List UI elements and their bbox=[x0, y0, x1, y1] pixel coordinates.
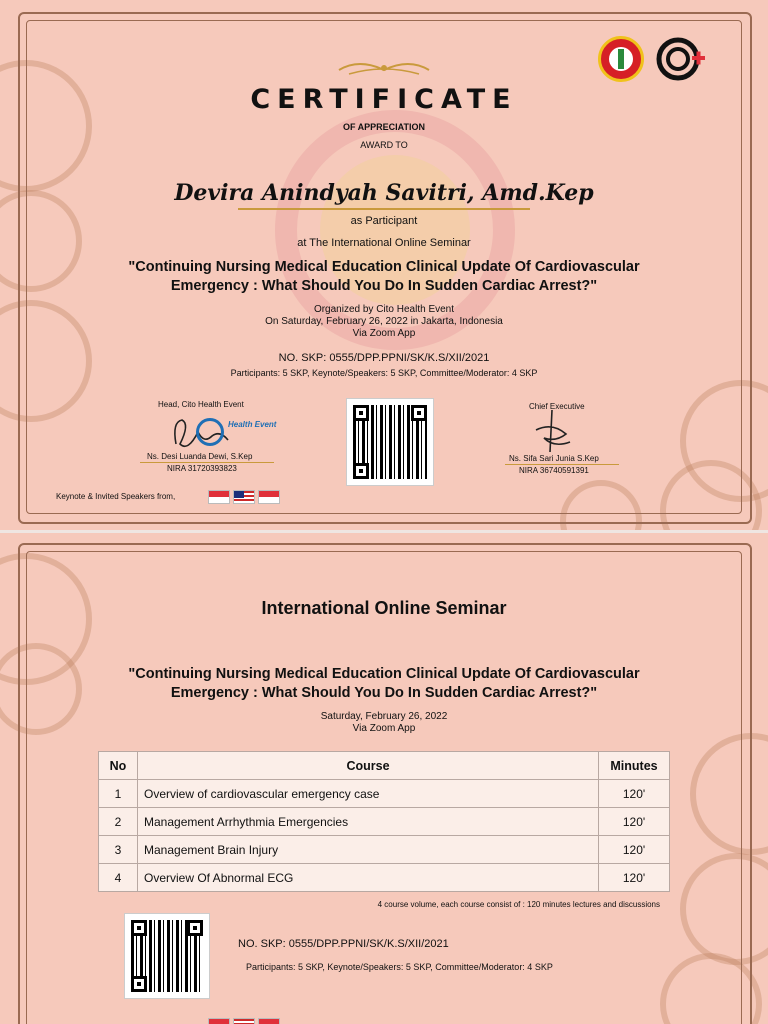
seminar-topic-line2: Emergency : What Should You Do In Sudden Cardiac Arrest?" bbox=[170, 278, 598, 294]
skp-number: NO. SKP: 0555/DPP.PPNI/SK/K.S/XII/2021 bbox=[278, 352, 490, 364]
via-line: Via Zoom App bbox=[352, 328, 416, 339]
seminar-page bbox=[0, 533, 768, 1024]
skp-number: NO. SKP: 0555/DPP.PPNI/SK/K.S/XII/2021 bbox=[238, 938, 449, 950]
course-table bbox=[98, 751, 670, 892]
indonesia-flag-icon bbox=[208, 490, 230, 504]
seminar-via: Via Zoom App bbox=[352, 723, 416, 734]
certificate-subtitle: OF APPRECIATION bbox=[342, 122, 425, 132]
course-minutes: 120' bbox=[599, 780, 670, 808]
certificate-title: CERTIFICATE bbox=[250, 84, 518, 115]
verification-qr-code[interactable] bbox=[346, 398, 434, 486]
left-signer-line bbox=[140, 462, 274, 463]
course-minutes: 120' bbox=[599, 864, 670, 892]
cito-stamp-icon bbox=[196, 418, 224, 446]
seminar-heading: International Online Seminar bbox=[261, 598, 507, 618]
course-no: 3 bbox=[99, 836, 138, 864]
ppni-logo bbox=[598, 36, 644, 82]
skp-detail: Participants: 5 SKP, Keynote/Speakers: 5 SKP, Committee/Moderator: 4 SKP bbox=[246, 962, 553, 972]
course-minutes: 120' bbox=[599, 808, 670, 836]
malaysia-flag-icon bbox=[233, 490, 255, 504]
left-signer-title: Head, Cito Health Event bbox=[158, 400, 244, 409]
course-volume-note: 4 course volume, each course consist of : 120 minutes lectures and discussions bbox=[377, 900, 660, 909]
table-row bbox=[99, 808, 670, 836]
singapore-flag-icon bbox=[258, 1018, 280, 1024]
right-signature bbox=[526, 408, 576, 456]
course-no: 2 bbox=[99, 808, 138, 836]
right-signer-title: Chief Executive bbox=[529, 402, 585, 411]
participant-role: as Participant bbox=[350, 215, 418, 227]
course-name: Overview of cardiovascular emergency case bbox=[138, 780, 599, 808]
table-row bbox=[99, 836, 670, 864]
seminar-topic-line1: "Continuing Nursing Medical Education Clinical Update Of Cardiovascular bbox=[128, 259, 640, 275]
cito-logo bbox=[656, 34, 706, 84]
header-no: No bbox=[99, 752, 138, 780]
singapore-flag-icon bbox=[258, 490, 280, 504]
left-signer-name: Ns. Desi Luanda Dewi, S.Kep bbox=[147, 452, 253, 461]
ornament-divider bbox=[334, 56, 434, 80]
course-minutes: 120' bbox=[599, 836, 670, 864]
table-row bbox=[99, 864, 670, 892]
table-header-row bbox=[99, 752, 670, 780]
left-signer-nira: NIRA 31720393823 bbox=[167, 464, 237, 473]
header-course: Course bbox=[138, 752, 599, 780]
date-location-line: On Saturday, February 26, 2022 in Jakarta, Indonesia bbox=[265, 316, 503, 327]
course-name: Overview Of Abnormal ECG bbox=[138, 864, 599, 892]
right-signer-line bbox=[505, 464, 619, 465]
verification-qr-code[interactable] bbox=[124, 913, 210, 999]
event-line: at The International Online Seminar bbox=[297, 237, 471, 249]
course-name: Management Brain Injury bbox=[138, 836, 599, 864]
right-signer-name: Ns. Sifa Sari Junia S.Kep bbox=[509, 454, 599, 463]
organizer-line: Organized by Cito Health Event bbox=[313, 304, 455, 315]
right-signer-nira: NIRA 36740591391 bbox=[519, 466, 589, 475]
name-underline bbox=[238, 208, 530, 210]
recipient-name: Devira Anindyah Savitri, Amd.Kep bbox=[174, 180, 594, 206]
skp-detail: Participants: 5 SKP, Keynote/Speakers: 5 SKP, Committee/Moderator: 4 SKP bbox=[230, 368, 538, 378]
seminar-topic-line2: Emergency : What Should You Do In Sudden Cardiac Arrest?" bbox=[170, 685, 598, 701]
seminar-topic-line1: "Continuing Nursing Medical Education Clinical Update Of Cardiovascular bbox=[128, 666, 640, 682]
seminar-date: Saturday, February 26, 2022 bbox=[320, 711, 448, 722]
table-row bbox=[99, 780, 670, 808]
course-name: Management Arrhythmia Emergencies bbox=[138, 808, 599, 836]
keynote-from-label: Keynote & Invited Speakers from, bbox=[56, 492, 176, 501]
course-no: 4 bbox=[99, 864, 138, 892]
stamp-text: Health Event bbox=[228, 420, 277, 429]
award-to-label: AWARD TO bbox=[360, 140, 408, 150]
course-no: 1 bbox=[99, 780, 138, 808]
header-minutes: Minutes bbox=[599, 752, 670, 780]
indonesia-flag-icon bbox=[208, 1018, 230, 1024]
malaysia-flag-icon bbox=[233, 1018, 255, 1024]
